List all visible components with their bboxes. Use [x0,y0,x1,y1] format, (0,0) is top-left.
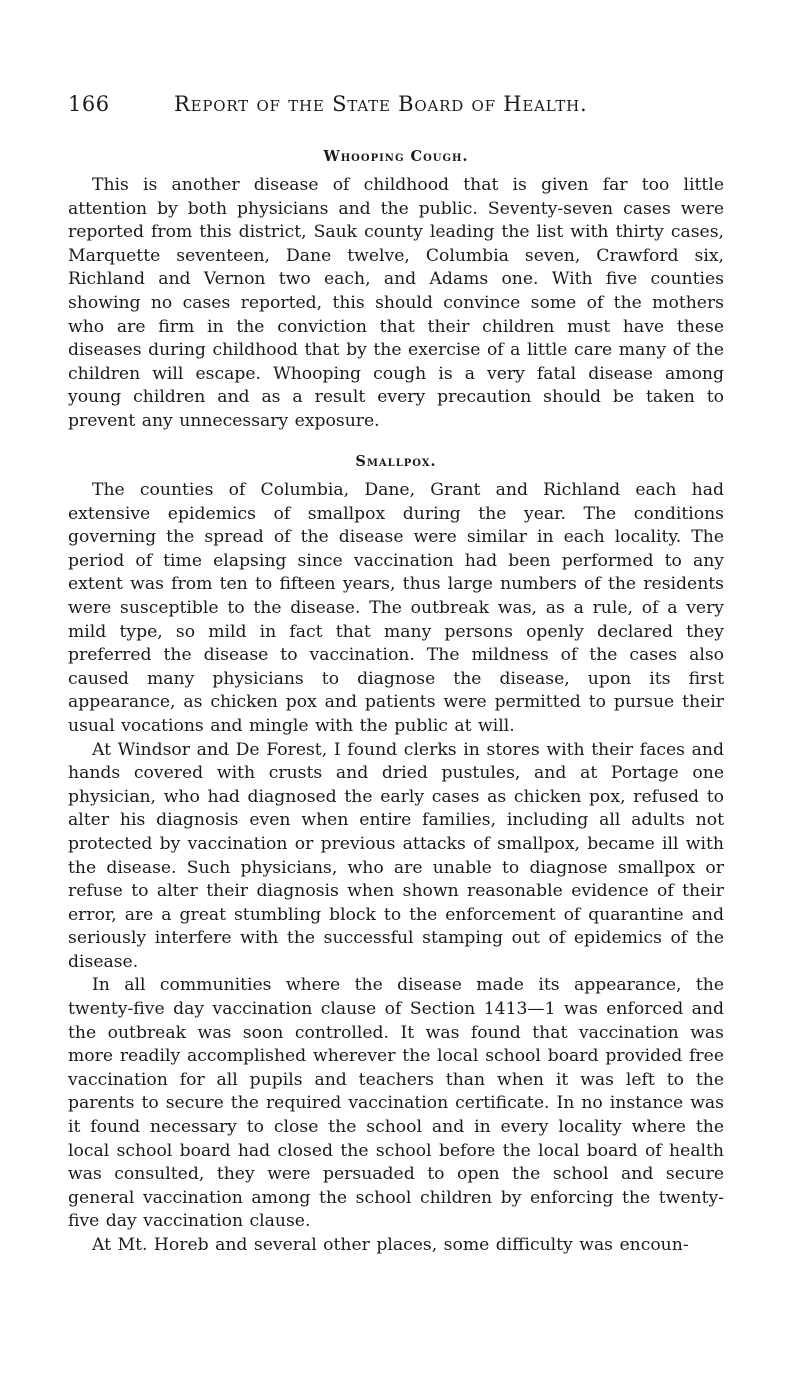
paragraph: At Mt. Horeb and several other places, some difficulty was encoun- [92,1235,689,1255]
section-heading-smallpox: Smallpox. [355,453,437,470]
running-title: Report of the State Board of Health. [174,92,588,116]
paragraph: This is another disease of childhood that is given far too little attention by both physicians and the public. Seventy-seven cases were reported from this district, Sauk county leading the list with thirty cases, Marquette seventeen, Dane twelve, Columbia seven, Crawford six, Richland and Vernon two each, and Adams one. With five counties showing no cases reported, this should convince some of the mothers who are firm in the conviction that their children must have these diseases during childhood that by the exercise of a little care many of the children will escape. Whooping cough is a very fatal disease among young children and as a result every precaution should be taken to prevent any unnecessary exposure. [68,175,724,431]
page-number: 166 [68,92,110,116]
page-header [68,92,724,122]
section-heading-whooping-cough: Whooping Cough. [323,148,469,165]
paragraph: The counties of Columbia, Dane, Grant and Richland each had extensive epidemics of smallpox during the year. The conditions governing the spread of the disease were similar in each locality. The period of time elapsing since vaccination had been performed to any extent was from ten to fifteen years, thus large numbers of the residents were susceptible to the disease. The outbreak was, as a rule, of a very mild type, so mild in fact that many persons openly declared they preferred the disease to vaccination. The mildness of the cases also caused many physicians to diagnose the disease, upon its first appearance, as chicken pox and patients were permitted to pursue their usual vocations and mingle with the public at will. [68,480,724,736]
paragraph: At Windsor and De Forest, I found clerks in stores with their faces and hands covered with crusts and dried pustules, and at Portage one physician, who had diagnosed the early cases as chicken pox, refused to alter his diagnosis even when entire families, including all adults not protected by vaccination or previous attacks of smallpox, became ill with the disease. Such physicians, who are unable to diagnose smallpox or refuse to alter their diagnosis when shown reasonable evidence of their error, are a great stumbling block to the enforcement of quarantine and seriously interfere with the successful stamping out of epidemics of the disease. [68,739,724,972]
section-body-whooping-cough [68,174,724,434]
section-body-smallpox [68,479,724,1258]
paragraph: In all communities where the disease made its appearance, the twenty-five day vaccination clause of Section 1413—1 was enforced and the outbreak was soon controlled. It was found that vaccination was more readily accomplished wherever the local school board provided free vaccination for all pupils and teachers than when it was left to the parents to secure the required vaccination certificate. In no instance was it found necessary to close the school and in every locality where the local school board had closed the school before the local board of health was consulted, they were persuaded to open the school and secure general vaccination among the school children by enforcing the twenty-five day vaccination clause. [68,975,724,1232]
